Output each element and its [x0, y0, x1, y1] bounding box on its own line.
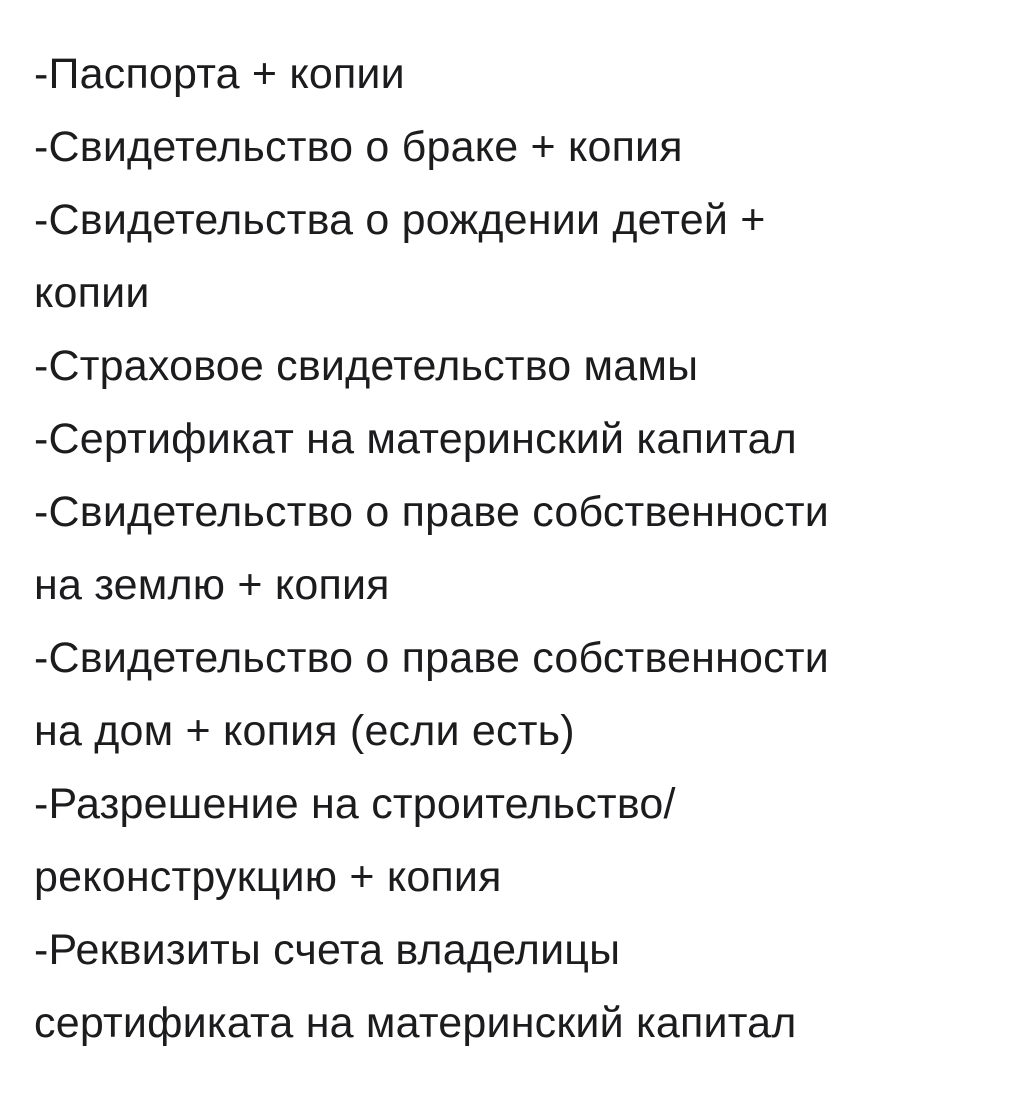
list-item-passports: -Паспорта + копии	[34, 50, 405, 98]
list-item-house-ownership: -Свидетельство о праве собственности	[34, 634, 829, 682]
list-item-land-ownership: -Свидетельство о праве собственности	[34, 488, 829, 536]
list-item-land-ownership-cont: на землю + копия	[34, 561, 390, 609]
list-item-birth-certificates-cont: копии	[34, 269, 150, 317]
list-item-marriage-certificate: -Свидетельство о браке + копия	[34, 123, 683, 171]
list-item-bank-details-cont: сертификата на материнский капитал	[34, 999, 797, 1047]
list-item-house-ownership-cont: на дом + копия (если есть)	[34, 707, 575, 755]
list-item-bank-details: -Реквизиты счета владелицы	[34, 926, 621, 974]
list-item-insurance-certificate: -Страховое свидетельство мамы	[34, 342, 699, 390]
list-item-construction-permit-cont: реконструкцию + копия	[34, 853, 502, 901]
document-text	[34, 38, 1002, 1060]
list-item-construction-permit: -Разрешение на строительство/	[34, 780, 676, 828]
list-item-maternity-capital-certificate: -Сертификат на материнский капитал	[34, 415, 797, 463]
list-item-birth-certificates: -Свидетельства о рождении детей +	[34, 196, 766, 244]
